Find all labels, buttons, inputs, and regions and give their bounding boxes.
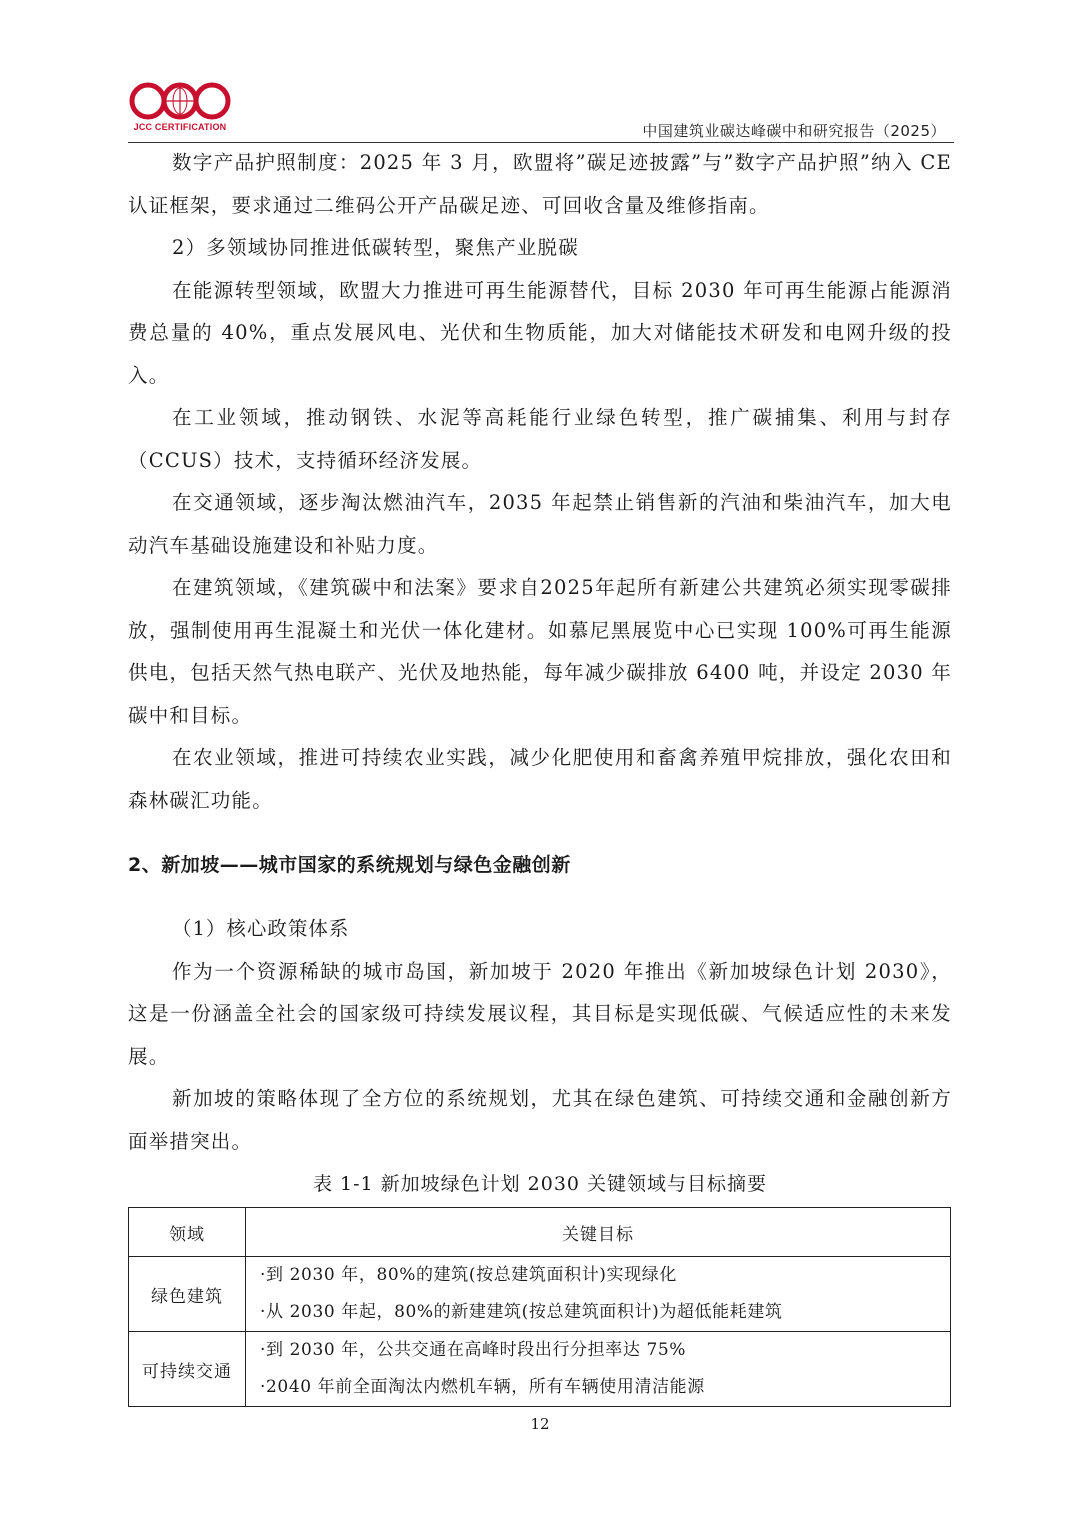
table-row [129,1332,951,1407]
table-cell-goals [246,1332,951,1407]
goal-item: ·2040 年前全面淘汰内燃机车辆，所有车辆使用清洁能源 [260,1377,705,1397]
page-body [128,142,952,1407]
table-header-cell: 领域 [129,1208,246,1257]
logo-text: JCC CERTIFICATION [133,122,227,132]
table-cell-domain: 绿色建筑 [129,1257,246,1332]
goal-item: ·从 2030 年起，80%的新建建筑(按总建筑面积计)为超低能耗建筑 [260,1302,783,1322]
report-title: 中国建筑业碳达峰碳中和研究报告（2025） [642,122,946,140]
table-header-row [129,1208,951,1257]
paragraph: 数字产品护照制度：2025 年 3 月，欧盟将”碳足迹披露”与”数字产品护照”纳入 CE 认证框架，要求通过二维码公开产品碳足迹、可回收含量及维修指南。 [128,151,952,217]
paragraph: 在交通领域，逐步淘汰燃油汽车，2035 年起禁止销售新的汽油和柴油汽车，加大电动汽车基础设施建设和补贴力度。 [128,491,952,557]
table-cell-domain: 可持续交通 [129,1332,246,1407]
table-row [129,1257,951,1332]
paragraph: 2）多领域协同推进低碳转型，聚焦产业脱碳 [172,236,579,259]
goals-table [128,1207,951,1407]
table-cell-goals [246,1257,951,1332]
paragraph: 在农业领域，推进可持续农业实践，减少化肥使用和畜禽养殖甲烷排放，强化农田和森林碳汇功能。 [128,746,952,812]
goal-item: ·到 2030 年，公共交通在高峰时段出行分担率达 75% [260,1340,687,1360]
section-heading: 2、新加坡——城市国家的系统规划与绿色金融创新 [128,854,571,876]
jcc-rings-icon [128,80,232,122]
paragraph: 在工业领域，推动钢铁、水泥等高耗能行业绿色转型，推广碳捕集、利用与封存（CCUS）技术，支持循环经济发展。 [128,406,952,472]
sub-heading: （1）核心政策体系 [172,917,350,940]
paragraph: 新加坡的策略体现了全方位的系统规划，尤其在绿色建筑、可持续交通和金融创新方面举措突出。 [128,1087,952,1153]
goal-item: ·到 2030 年，80%的建筑(按总建筑面积计)实现绿化 [260,1265,677,1285]
table-caption: 表 1-1 新加坡绿色计划 2030 关键领域与目标摘要 [312,1173,768,1195]
paragraph: 在能源转型领域，欧盟大力推进可再生能源替代，目标 2030 年可再生能源占能源消费总量的 40%，重点发展风电、光伏和生物质能，加大对储能技术研发和电网升级的投入。 [128,278,952,387]
paragraph: 作为一个资源稀缺的城市岛国，新加坡于 2020 年推出《新加坡绿色计划 2030》，这是一份涵盖全社会的国家级可持续发展议程，其目标是实现低碳、气候适应性的未来发展。 [128,959,952,1068]
paragraph: 在建筑领域，《建筑碳中和法案》要求自2025年起所有新建公共建筑必须实现零碳排放，强制使用再生混凝土和光伏一体化建材。如慕尼黑展览中心已实现 100%可再生能源供电，包括天然气热电联产、光伏及地热能，每年减少碳排放 6400 吨，并设定 2030 年碳中和目标。 [128,576,952,727]
page-number: 12 [530,1415,550,1433]
table-header-cell: 关键目标 [246,1208,951,1257]
jcc-logo [128,80,232,138]
